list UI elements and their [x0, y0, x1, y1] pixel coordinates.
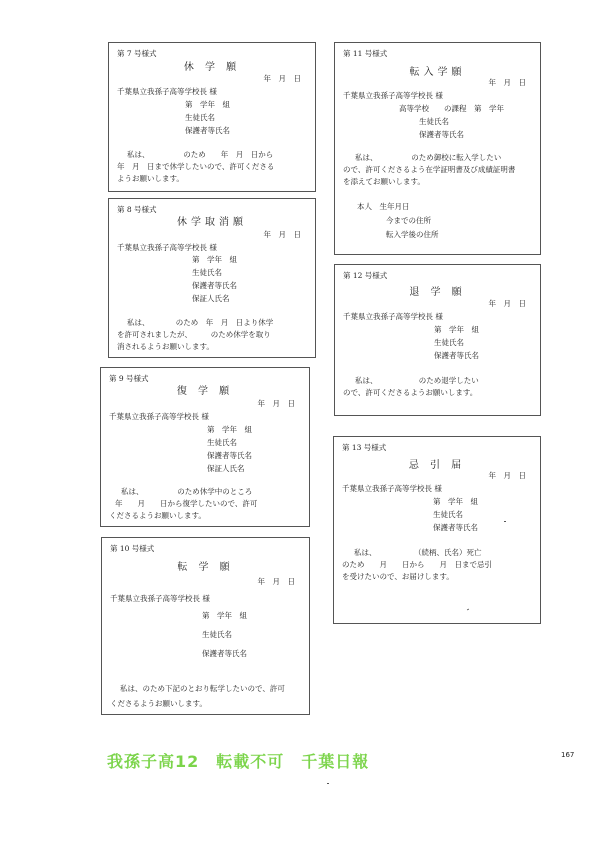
body-text: 私は、 のため 年 月 日から 年 月 日まで休学したいので、許可くださる ようお願いします。: [117, 150, 275, 183]
form-number: 第 13 号様式: [342, 443, 387, 452]
form-title: 休 学 願: [183, 62, 241, 73]
grade-class-field: 第 学年 組: [433, 497, 478, 506]
page-number: 167: [561, 751, 575, 759]
date-line: 年 月 日: [488, 78, 526, 87]
form-number: 第 7 号様式: [117, 49, 157, 58]
grade-class-field: 第 学年 組: [207, 425, 252, 434]
form-number: 第 12 号様式: [343, 271, 388, 280]
form-title: 復 学 願: [176, 386, 234, 397]
footer-watermark: 我孫子高12 転載不可 千葉日報: [107, 752, 370, 771]
guardian-name-field: 保護者等氏名: [207, 451, 252, 460]
student-name-field: 生徒氏名: [185, 113, 215, 122]
form-10-transfer-out: [101, 537, 310, 715]
date-line: 年 月 日: [257, 577, 295, 586]
new-address-field: 転入学後の住所: [386, 230, 439, 239]
form-number: 第 8 号様式: [117, 205, 157, 214]
student-name-field: 生徒氏名: [419, 117, 449, 126]
guardian-name-field: 保護者等氏名: [434, 351, 479, 360]
form-title: 休学取消願: [177, 217, 247, 228]
birth-date-field: 本人 生年月日: [357, 202, 410, 211]
date-line: 年 月 日: [263, 74, 301, 83]
form-number: 第 10 号様式: [110, 544, 155, 553]
date-line: 年 月 日: [257, 399, 295, 408]
grade-class-field: 第 学年 組: [434, 325, 479, 334]
student-name-field: 生徒氏名: [202, 630, 232, 639]
student-name-field: 生徒氏名: [434, 338, 464, 347]
student-name-field: 生徒氏名: [192, 268, 222, 277]
addressee: 千葉県立我孫子高等学校長 様: [117, 87, 217, 96]
form-9-return-to-school: [100, 367, 310, 527]
addressee: 千葉県立我孫子高等学校長 様: [117, 243, 217, 252]
body-text: 私は、 （続柄、氏名）死亡 のため 月 日から 月 日まで忌引 を受けたいので、お届けします。: [342, 548, 492, 581]
student-name-field: 生徒氏名: [433, 510, 463, 519]
form-number: 第 9 号様式: [109, 374, 149, 383]
student-name-field: 生徒氏名: [207, 438, 237, 447]
form-number: 第 11 号様式: [343, 49, 388, 58]
date-line: 年 月 日: [488, 471, 526, 480]
guardian-name-field: 保護者等氏名: [185, 126, 230, 135]
form-title: 退 学 願: [409, 287, 466, 298]
form-title: 忌 引 届: [408, 460, 466, 471]
body-text: 私は、のため下記のとおり転学したいので、許可 くださるようお願いします。: [110, 684, 285, 708]
guardian-name-field: 保護者等氏名: [433, 523, 478, 532]
grade-class-field: 第 学年 組: [192, 255, 237, 264]
addressee: 千葉県立我孫子高等学校長 様: [343, 91, 443, 100]
guardian-name-field: 保護者等氏名: [192, 281, 237, 290]
scan-mark: [467, 609, 469, 611]
scan-mark: [504, 521, 506, 522]
body-text: 私は、 のため 年 月 日より休学 を許可されましたが、 のため休学を取り 消されるようお願いします。: [117, 318, 274, 351]
school-course-field: 高等学校 の課程 第 学年: [399, 104, 504, 113]
form-7-leave-of-absence: [108, 42, 316, 192]
addressee: 千葉県立我孫子高等学校長 様: [342, 484, 442, 493]
addressee: 千葉県立我孫子高等学校長 様: [109, 412, 209, 421]
form-11-transfer-in: [334, 42, 541, 255]
guarantor-name-field: 保証人氏名: [207, 464, 245, 473]
previous-address-field: 今までの住所: [386, 216, 431, 225]
guardian-name-field: 保護者等氏名: [202, 649, 247, 658]
body-text: 私は、 のため休学中のところ 年 月 日から復学したいので、許可 くださるようお願いします。: [109, 487, 258, 520]
addressee: 千葉県立我孫子高等学校長 様: [343, 312, 443, 321]
scan-mark: [327, 783, 329, 784]
grade-class-field: 第 学年 組: [202, 611, 247, 620]
date-line: 年 月 日: [488, 299, 526, 308]
grade-class-field: 第 学年 組: [185, 100, 230, 109]
body-text: 私は、 のため退学したい ので、許可くださるようお願いします。: [343, 376, 479, 397]
form-13-bereavement-leave: [333, 436, 541, 624]
form-title: 転入学願: [409, 67, 466, 78]
addressee: 千葉県立我孫子高等学校長 様: [110, 594, 210, 603]
form-8-cancel-leave: [108, 198, 316, 358]
guardian-name-field: 保護者等氏名: [419, 130, 464, 139]
form-12-withdrawal: [334, 264, 541, 416]
body-text: 私は、 のため御校に転入学したい ので、許可くださるよう在学証明書及び成績証明書 を添えてお願いします。: [343, 153, 516, 186]
form-title: 転 学 願: [177, 562, 234, 573]
date-line: 年 月 日: [263, 230, 301, 239]
guarantor-name-field: 保証人氏名: [192, 294, 230, 303]
